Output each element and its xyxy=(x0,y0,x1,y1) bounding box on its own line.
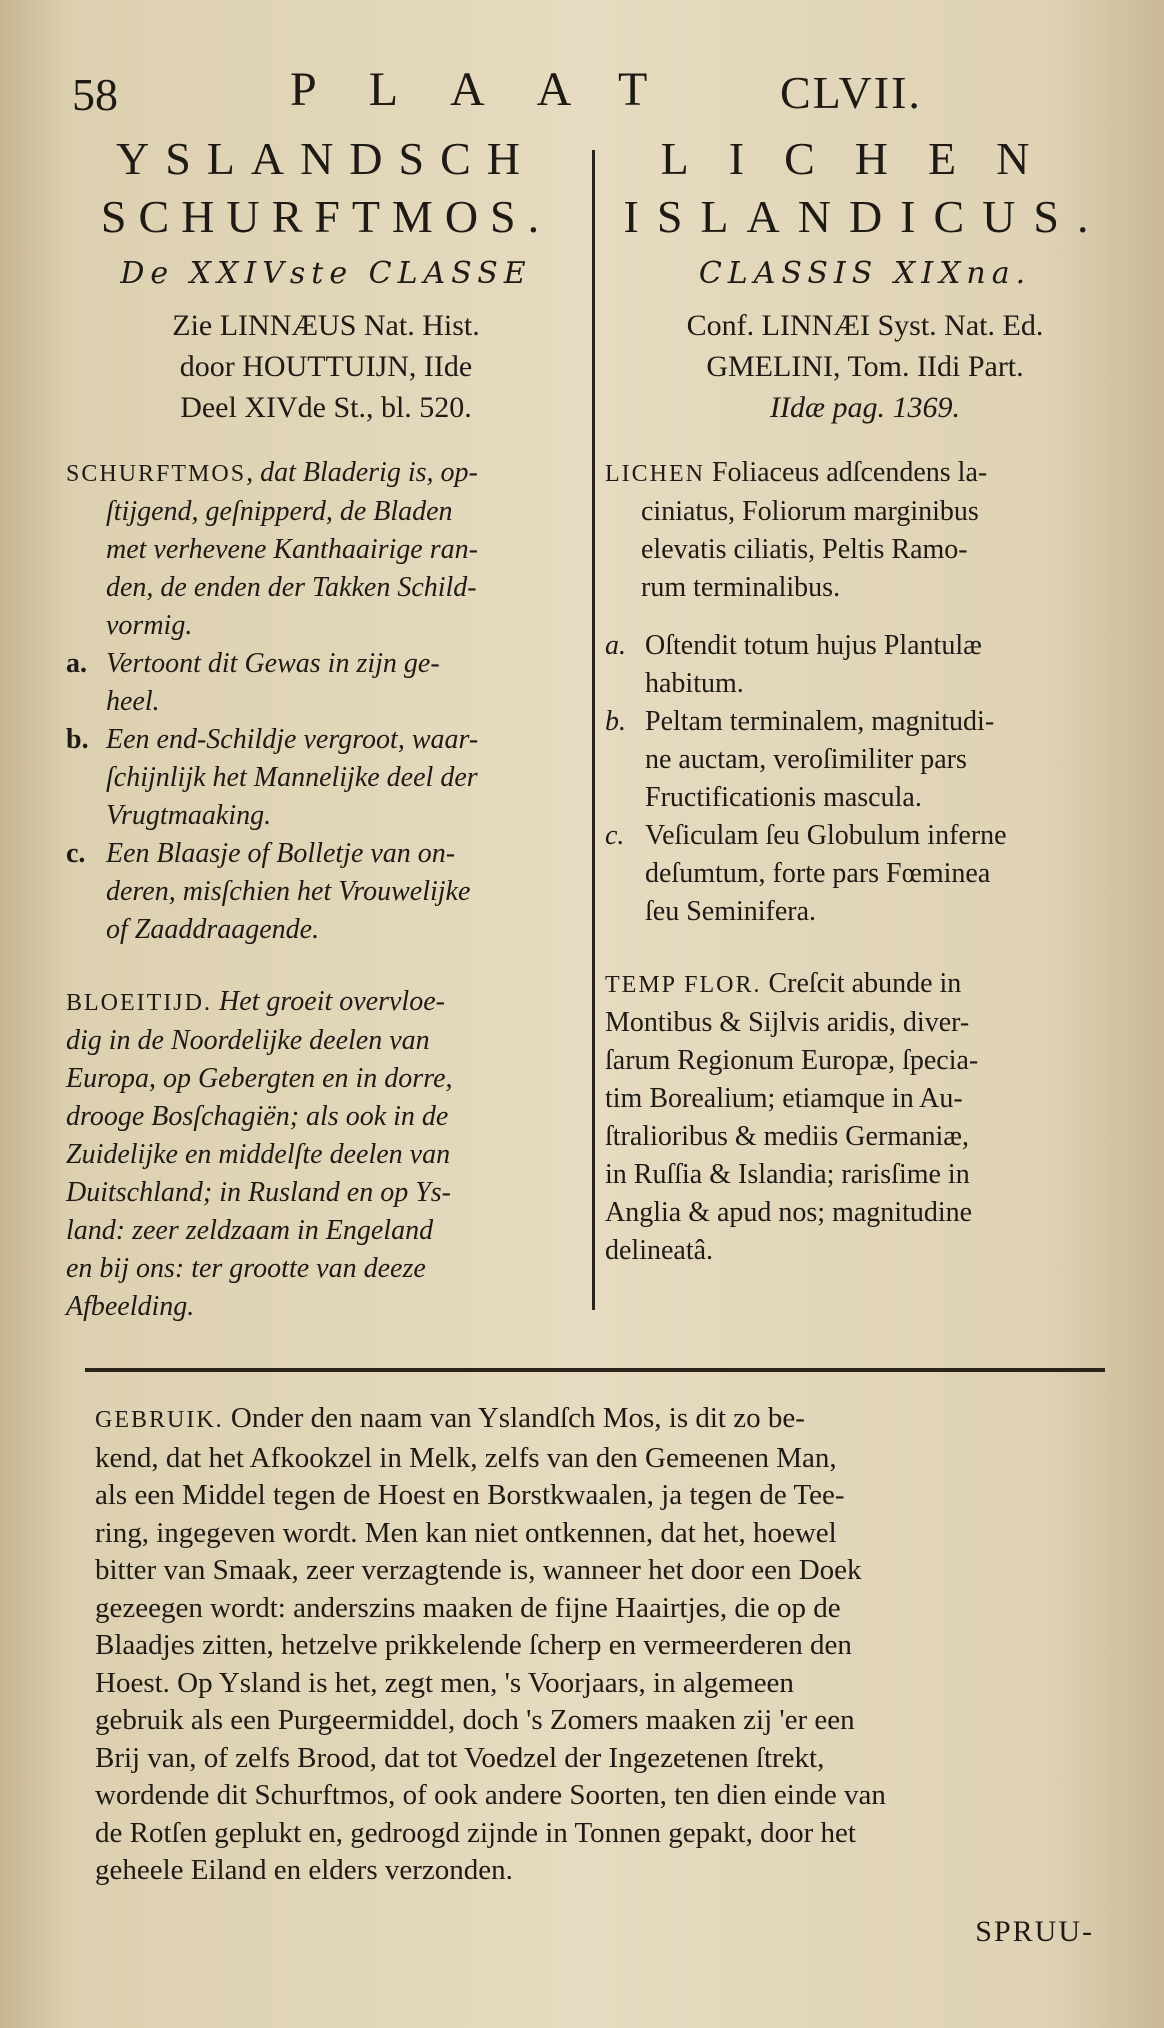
text-line: ſtijgend, geſnipperd, de Bladen xyxy=(106,496,453,527)
text-line: wordende dit Schurftmos, of ook andere Soorten, ten dien einde van xyxy=(95,1779,886,1811)
latin-column xyxy=(605,130,1125,1270)
text-line: , dat Bladerig is, op- xyxy=(246,457,478,488)
text-line: Peltam terminalem, magnitudi- xyxy=(645,706,995,737)
text-line: Anglia & apud nos; magnitudine xyxy=(605,1197,973,1228)
flowering-lead: BLOEITIJD. xyxy=(66,990,212,1016)
text-line: dig in de Noordelijke deelen van xyxy=(66,1025,430,1056)
dutch-description xyxy=(66,454,586,645)
text-line: Fructificationis mascula. xyxy=(645,782,922,813)
text-line: den, de enden der Takken Schild- xyxy=(106,572,477,603)
dutch-item-b xyxy=(66,721,586,835)
latin-item-a xyxy=(605,627,1125,703)
text-line: Foliaceus adſcendens la- xyxy=(704,457,988,488)
ref-line: GMELINI, Tom. IIdi Part. xyxy=(706,350,1024,383)
dutch-item-a xyxy=(66,645,586,721)
item-label: a. xyxy=(605,630,626,661)
latin-class: CLASSIS XIXna. xyxy=(698,256,1032,291)
dutch-item-c xyxy=(66,835,586,949)
text-line: ſarum Regionum Europæ, ſpecia- xyxy=(605,1045,979,1076)
text-line: ſtralioribus & mediis Germaniæ, xyxy=(605,1121,969,1152)
text-line: rum terminalibus. xyxy=(641,572,841,603)
latin-flowering xyxy=(605,965,1125,1270)
text-line: ſchijnlijk het Mannelijke deel der xyxy=(106,762,478,793)
latin-item-c xyxy=(605,817,1125,931)
text-line: ſeu Seminifera. xyxy=(645,896,817,927)
text-line: en bij ons: ter grootte van deeze xyxy=(66,1253,426,1284)
item-label: b. xyxy=(605,706,626,737)
column-divider xyxy=(592,150,595,1310)
catchword: SPRUU- xyxy=(975,1915,1094,1948)
text-line: ciniatus, Foliorum marginibus xyxy=(641,496,979,527)
latin-description xyxy=(605,454,1125,607)
page-number: 58 xyxy=(72,69,118,120)
text-line: Het groeit overvloe- xyxy=(211,986,445,1017)
ref-line: IIdæ pag. 1369. xyxy=(770,391,960,424)
text-line: Vertoont dit Gewas in zijn ge- xyxy=(106,648,440,679)
text-line: tim Borealium; etiamque in Au- xyxy=(605,1083,963,1114)
text-line: Hoest. Op Ysland is het, zegt men, 's Voorjaars, in algemeen xyxy=(95,1666,794,1699)
text-line: de Rotſen geplukt en, gedroogd zijnde in Tonnen gepakt, door het xyxy=(95,1816,856,1849)
text-line: ring, ingegeven wordt. Men kan niet ontkennen, dat het, hoewel xyxy=(95,1516,837,1549)
text-line: Montibus & Sijlvis aridis, diver- xyxy=(605,1007,970,1038)
dutch-column xyxy=(66,130,586,1326)
text-line: Creſcit abunde in xyxy=(761,968,962,999)
text-line: Duitschland; in Rusland en op Ys- xyxy=(66,1177,451,1208)
latin-title-line-2: ISLANDICUS. xyxy=(623,191,1107,242)
text-line: of Zaaddraagende. xyxy=(106,914,320,945)
text-line: land: zeer zeldzaam in Engeland xyxy=(66,1215,434,1246)
text-line: heel. xyxy=(106,686,160,717)
dutch-flowering xyxy=(66,983,586,1326)
text-line: habitum. xyxy=(645,668,744,699)
text-line: Afbeelding. xyxy=(66,1291,195,1322)
latin-item-b xyxy=(605,703,1125,817)
plate-heading: PLAAT xyxy=(290,63,700,116)
dutch-reference xyxy=(66,305,586,428)
section-rule xyxy=(85,1368,1105,1372)
text-line: Veſiculam ſeu Globulum inferne xyxy=(645,820,1007,851)
running-header xyxy=(60,58,1120,118)
text-line: met verhevene Kanthaairige ran- xyxy=(106,534,478,565)
usage-paragraph xyxy=(95,1400,1095,1890)
text-line: Onder den naam van Yslandſch Mos, is dit zo be- xyxy=(223,1402,805,1434)
text-line: gezeegen wordt: anderszins maaken de fijne Haairtjes, die op de xyxy=(95,1591,841,1624)
description-lead: LICHEN xyxy=(605,461,705,487)
item-label: c. xyxy=(605,820,625,851)
text-line: gebruik als een Purgeermiddel, doch 's Zomers maaken zij 'er een xyxy=(95,1704,855,1736)
item-label: c. xyxy=(66,838,86,869)
description-lead: SCHURFTMOS xyxy=(66,461,247,487)
text-line: Zuidelijke en middelſte deelen van xyxy=(66,1139,451,1170)
ref-line: Zie LINNÆUS Nat. Hist. xyxy=(172,309,480,342)
latin-title-line-1: LICHEN xyxy=(660,133,1070,184)
text-line: in Ruſſia & Islandia; rarisſime in xyxy=(605,1159,970,1190)
text-line: Brij van, of zelfs Brood, dat tot Voedzel der Ingezetenen ſtrekt, xyxy=(95,1741,825,1774)
text-line: Europa, op Gebergten en in dorre, xyxy=(66,1063,453,1094)
flowering-lead: TEMP FLOR. xyxy=(605,972,762,998)
text-line: vormig. xyxy=(106,610,193,641)
text-line: delineatâ. xyxy=(605,1235,714,1266)
dutch-class: De XXIVste CLASSE xyxy=(120,256,532,291)
ref-line: Deel XIVde St., bl. 520. xyxy=(180,391,472,424)
item-label: b. xyxy=(66,724,89,755)
text-line: Vrugtmaaking. xyxy=(106,800,272,831)
text-line: bitter van Smaak, zeer verzagtende is, wanneer het door een Doek xyxy=(95,1554,862,1586)
text-line: Blaadjes zitten, hetzelve prikkelende ſcherp en vermeerderen den xyxy=(95,1629,852,1661)
text-line: elevatis ciliatis, Peltis Ramo- xyxy=(641,534,968,565)
ref-line: Conf. LINNÆI Syst. Nat. Ed. xyxy=(686,309,1044,342)
text-line: deſumtum, forte pars Fœminea xyxy=(645,858,991,889)
text-line: ne auctam, veroſimiliter pars xyxy=(645,744,967,775)
ref-line: door HOUTTUIJN, IIde xyxy=(179,350,473,383)
plate-number: CLVII. xyxy=(780,67,922,118)
text-line: drooge Bosſchagiën; als ook in de xyxy=(66,1101,449,1132)
text-line: als een Middel tegen de Hoest en Borstkwaalen, ja tegen de Tee- xyxy=(95,1479,845,1511)
usage-lead: GEBRUIK. xyxy=(95,1407,224,1433)
dutch-title-line-2: SCHURFTMOS. xyxy=(100,191,552,242)
text-line: deren, misſchien het Vrouwelijke xyxy=(106,876,471,907)
text-line: Oſtendit totum hujus Plantulæ xyxy=(645,630,982,661)
item-label: a. xyxy=(66,648,87,679)
text-line: kend, dat het Afkookzel in Melk, zelfs van den Gemeenen Man, xyxy=(95,1441,837,1474)
latin-reference xyxy=(605,305,1125,428)
text-line: Een end-Schildje vergroot, waar- xyxy=(106,724,479,755)
dutch-title-line-1: YSLANDSCH xyxy=(115,133,537,184)
text-line: Een Blaasje of Bolletje van on- xyxy=(106,838,456,869)
text-line: geheele Eiland en elders verzonden. xyxy=(95,1854,513,1886)
